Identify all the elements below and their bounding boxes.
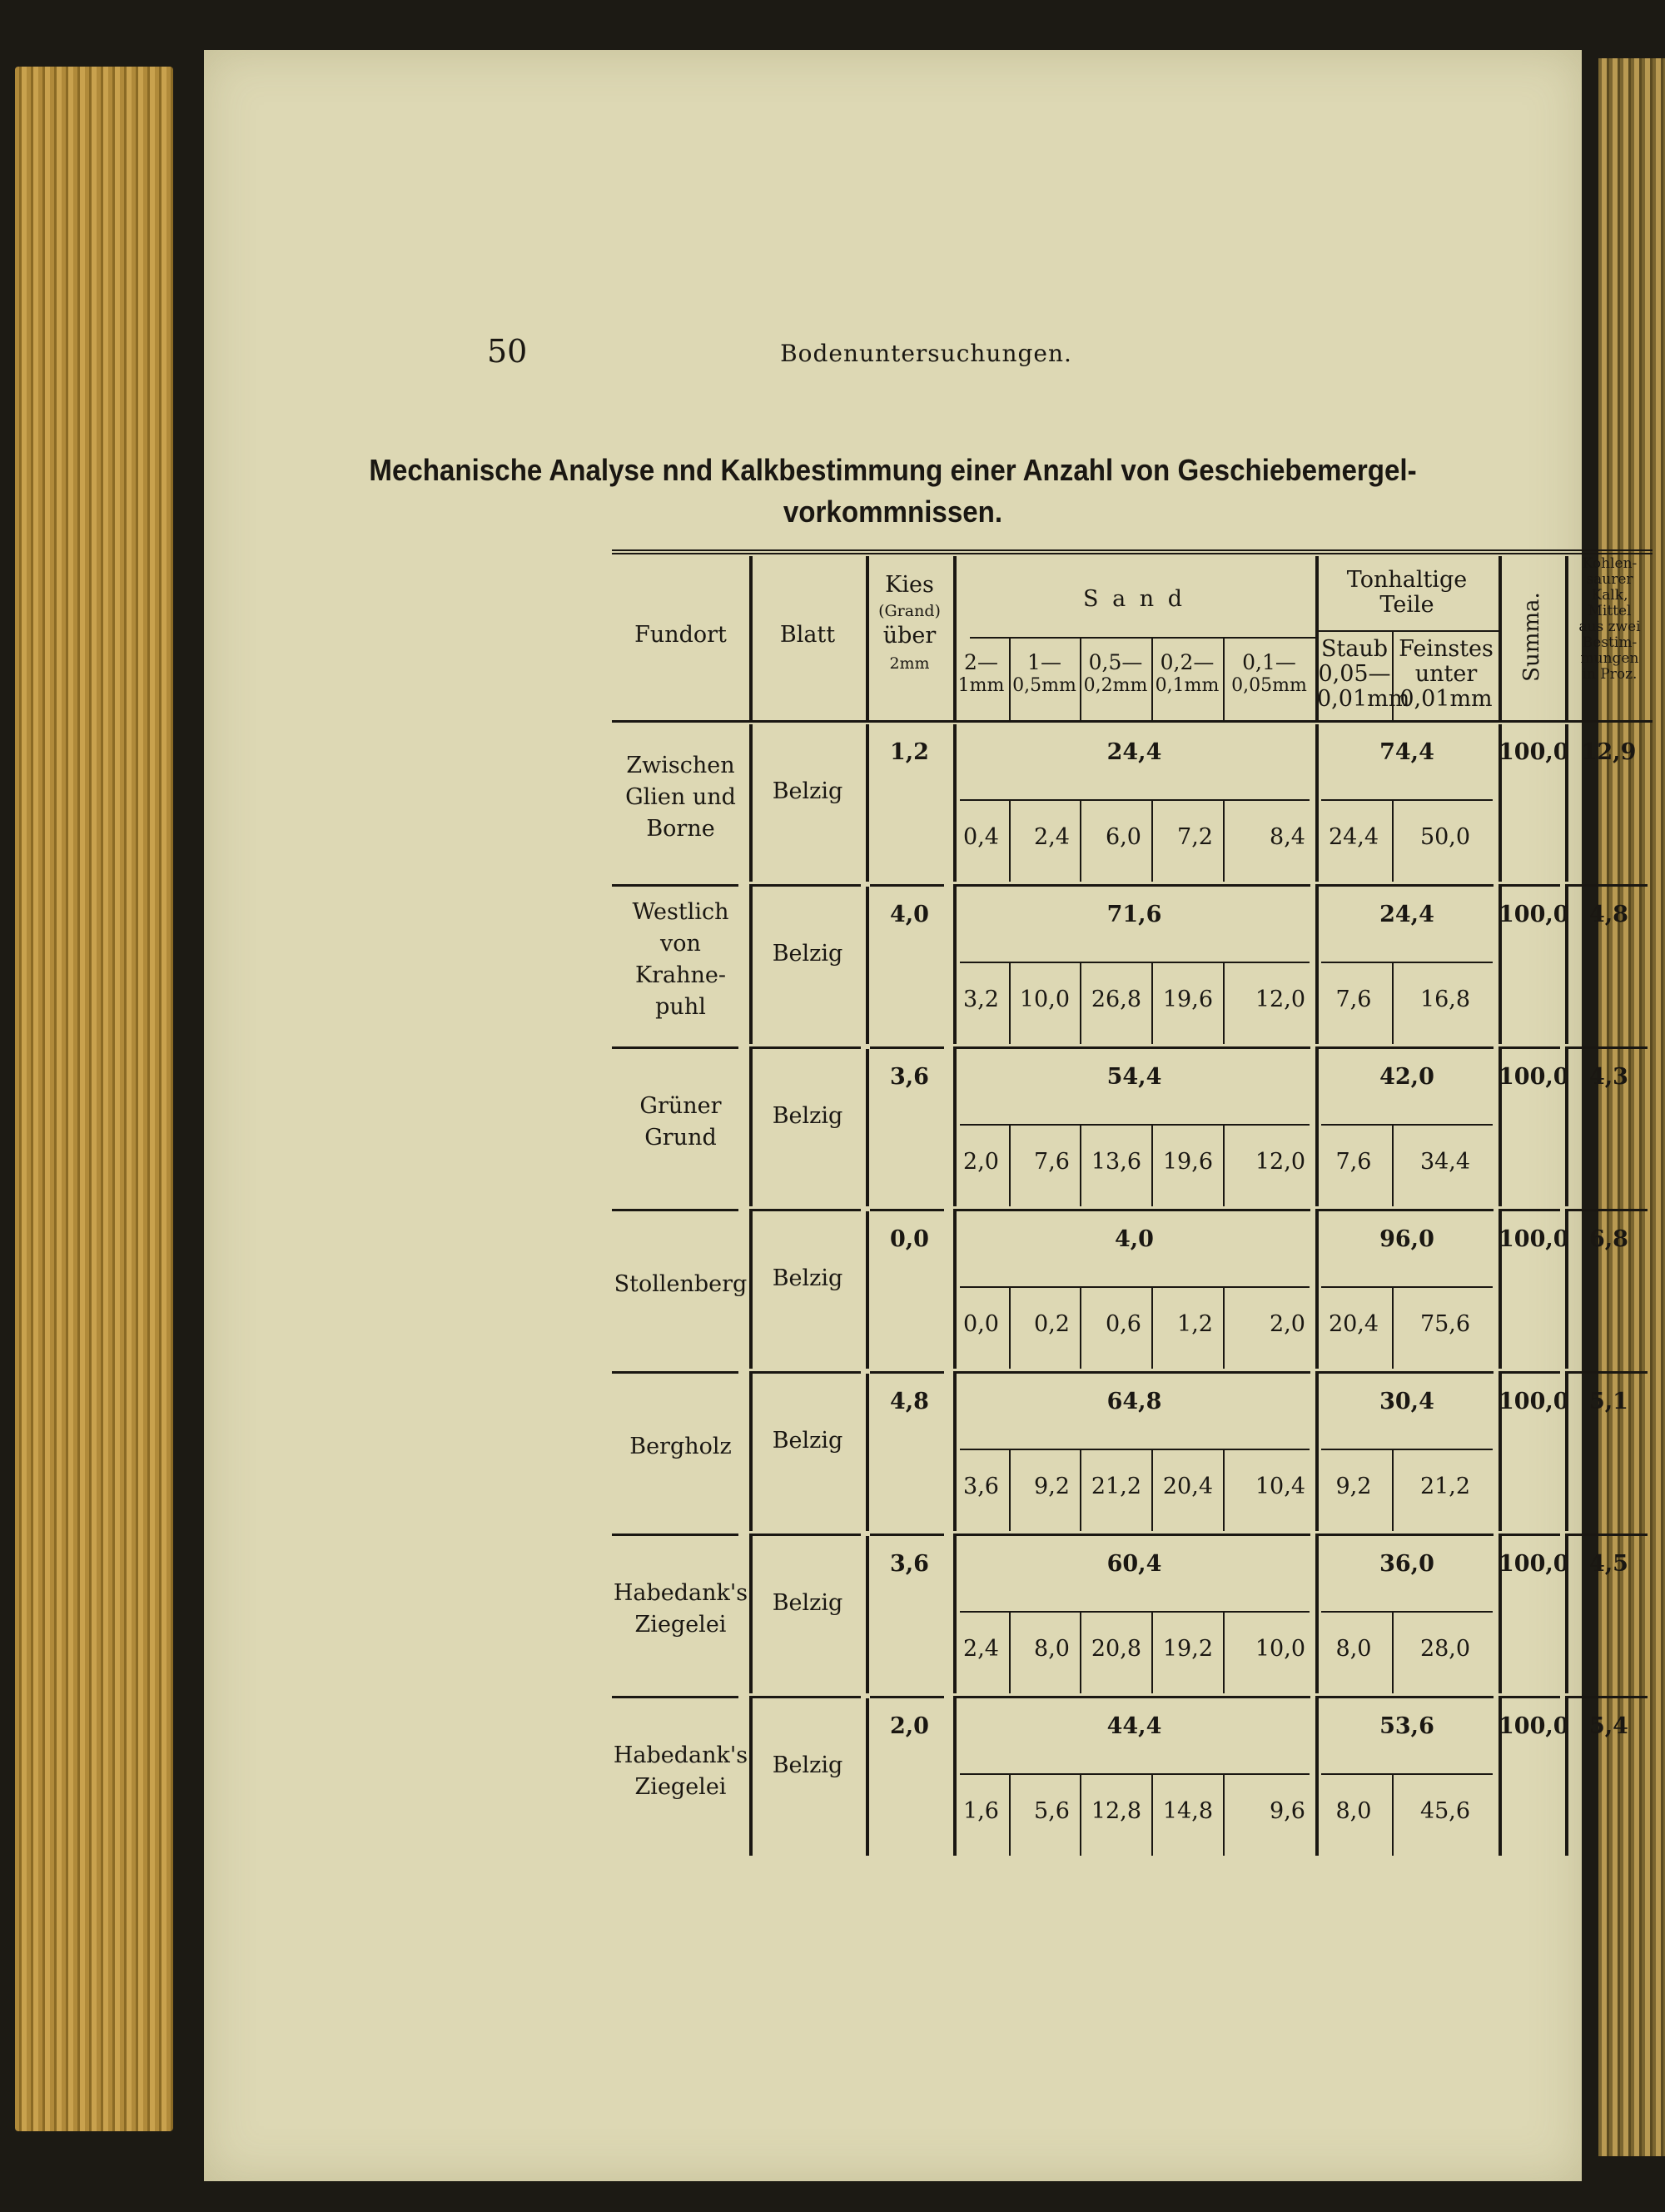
fundort-cell: Bergholz — [629, 1433, 732, 1459]
staub-cell: 7,6 — [1335, 987, 1372, 1012]
summa-cell: 100,0 — [1498, 739, 1569, 765]
sand-fraction-cell: 7,6 — [1034, 1149, 1070, 1175]
fundort-cell: Westlich von Krahne- puhl — [632, 898, 729, 1020]
header-tonhaltige: Tonhaltige Teile — [1346, 567, 1468, 618]
sand-fraction-cell: 26,8 — [1091, 987, 1141, 1012]
header-sand-col: 0,1— 0,05mm — [1231, 650, 1307, 696]
sand-fraction-cell: 10,0 — [1255, 1636, 1305, 1662]
page-header — [204, 333, 1582, 375]
blatt-cell: Belzig — [772, 778, 843, 804]
summa-cell: 100,0 — [1498, 1064, 1569, 1090]
kalk-cell: 12,9 — [1581, 739, 1637, 765]
fundort-cell: Habedank's Ziegelei — [613, 1579, 748, 1638]
sand-fraction-cell: 9,2 — [1034, 1474, 1070, 1499]
feinstes-cell: 45,6 — [1419, 1798, 1471, 1824]
sand-fraction-cell: 6,0 — [1106, 824, 1141, 850]
book-page — [204, 50, 1641, 2181]
sand-fraction-cell: 20,4 — [1162, 1474, 1213, 1499]
kies-cell: 2,0 — [890, 1713, 929, 1739]
kies-cell: 4,0 — [890, 902, 929, 927]
feinstes-cell: 28,0 — [1419, 1636, 1471, 1662]
sand-total-cell: 4,0 — [1115, 1226, 1154, 1252]
header-fundort: Fundort — [634, 622, 727, 648]
sand-fraction-cell: 2,0 — [963, 1149, 999, 1175]
table-title — [259, 450, 1527, 533]
sand-fraction-cell: 21,2 — [1091, 1474, 1141, 1499]
kies-cell: 3,6 — [890, 1551, 929, 1577]
ton-total-cell: 74,4 — [1379, 739, 1434, 765]
kalk-cell: 5,1 — [1589, 1389, 1628, 1414]
sand-fraction-cell: 0,4 — [963, 824, 999, 850]
header-kies: Kies (Grand) über 2mm — [878, 572, 941, 673]
header-feinstes: Feinstes unter 0,01mm — [1399, 636, 1494, 712]
sand-total-cell: 24,4 — [1106, 739, 1162, 765]
title-line-1: Mechanische Analyse nnd Kalkbestimmung einer Anzahl von Geschiebemergel- — [369, 453, 1417, 487]
staub-cell: 8,0 — [1335, 1798, 1372, 1824]
sand-fraction-cell: 2,0 — [1270, 1311, 1305, 1337]
title-line-2: vorkommnissen. — [783, 495, 1003, 529]
header-sand-col: 1— 0,5mm — [1012, 650, 1076, 696]
header-sand: S a n d — [1082, 586, 1185, 612]
feinstes-cell: 50,0 — [1419, 824, 1471, 850]
running-head: Bodenuntersuchungen. — [780, 340, 1072, 367]
sand-fraction-cell: 7,2 — [1177, 824, 1213, 850]
sand-total-cell: 54,4 — [1106, 1064, 1162, 1090]
sand-fraction-cell: 0,0 — [963, 1311, 999, 1337]
sand-fraction-cell: 12,0 — [1255, 987, 1305, 1012]
blatt-cell: Belzig — [772, 1590, 843, 1616]
sand-total-cell: 64,8 — [1106, 1389, 1162, 1414]
page-number: 50 — [487, 333, 528, 370]
blatt-cell: Belzig — [772, 1428, 843, 1454]
feinstes-cell: 16,8 — [1419, 987, 1471, 1012]
analysis-table — [612, 549, 1653, 1857]
summa-cell: 100,0 — [1498, 1389, 1569, 1414]
summa-cell: 100,0 — [1498, 902, 1569, 927]
ton-total-cell: 30,4 — [1379, 1389, 1434, 1414]
sand-fraction-cell: 19,6 — [1162, 1149, 1213, 1175]
header-staub: Staub 0,05— 0,01mm — [1317, 636, 1410, 712]
blatt-cell: Belzig — [772, 1265, 843, 1291]
sand-fraction-cell: 3,2 — [963, 987, 999, 1012]
ton-total-cell: 96,0 — [1379, 1226, 1434, 1252]
kies-cell: 3,6 — [890, 1064, 929, 1090]
kalk-cell: 4,5 — [1589, 1551, 1628, 1577]
feinstes-cell: 21,2 — [1419, 1474, 1471, 1499]
staub-cell: 20,4 — [1328, 1311, 1379, 1337]
header-sand-col: 0,5— 0,2mm — [1083, 650, 1148, 696]
kalk-cell: 4,3 — [1589, 1064, 1628, 1090]
sand-fraction-cell: 14,8 — [1162, 1798, 1213, 1824]
ton-total-cell: 42,0 — [1379, 1064, 1434, 1090]
sand-fraction-cell: 19,2 — [1162, 1636, 1213, 1662]
sand-fraction-cell: 20,8 — [1091, 1636, 1141, 1662]
sand-fraction-cell: 2,4 — [1034, 824, 1070, 850]
blatt-cell: Belzig — [772, 941, 843, 967]
header-kalk: Kohlen- saurer Kalk, Mittel aus zwei Bestim- mungen in Proz. — [1578, 555, 1641, 683]
kalk-cell: 6,8 — [1589, 1226, 1628, 1252]
summa-cell: 100,0 — [1498, 1713, 1569, 1739]
kalk-cell: 5,4 — [1589, 1713, 1628, 1739]
sand-fraction-cell: 8,4 — [1270, 824, 1305, 850]
summa-cell: 100,0 — [1498, 1551, 1569, 1577]
ton-total-cell: 36,0 — [1379, 1551, 1434, 1577]
summa-cell: 100,0 — [1498, 1226, 1569, 1252]
feinstes-cell: 34,4 — [1419, 1149, 1471, 1175]
kalk-cell: 4,8 — [1589, 902, 1628, 927]
header-sand-col: 2— 1mm — [957, 650, 1005, 696]
ton-total-cell: 53,6 — [1379, 1713, 1434, 1739]
staub-cell: 7,6 — [1335, 1149, 1372, 1175]
fundort-cell: Zwischen Glien und Borne — [625, 752, 736, 842]
kies-cell: 1,2 — [890, 739, 929, 765]
feinstes-cell: 75,6 — [1419, 1311, 1471, 1337]
sand-fraction-cell: 12,8 — [1091, 1798, 1141, 1824]
sand-fraction-cell: 10,4 — [1255, 1474, 1305, 1499]
sand-fraction-cell: 9,6 — [1270, 1798, 1305, 1824]
staub-cell: 9,2 — [1335, 1474, 1372, 1499]
sand-fraction-cell: 1,6 — [963, 1798, 999, 1824]
sand-fraction-cell: 3,6 — [963, 1474, 999, 1499]
fundort-cell: Habedank's Ziegelei — [613, 1742, 748, 1800]
kies-cell: 4,8 — [890, 1389, 929, 1414]
staub-cell: 8,0 — [1335, 1636, 1372, 1662]
staub-cell: 24,4 — [1328, 824, 1379, 850]
blatt-cell: Belzig — [772, 1752, 843, 1778]
kies-cell: 0,0 — [890, 1226, 929, 1252]
header-blatt: Blatt — [779, 622, 836, 648]
sand-fraction-cell: 1,2 — [1177, 1311, 1213, 1337]
sand-total-cell: 60,4 — [1106, 1551, 1162, 1577]
sand-fraction-cell: 19,6 — [1162, 987, 1213, 1012]
sand-fraction-cell: 0,6 — [1106, 1311, 1141, 1337]
sand-fraction-cell: 5,6 — [1034, 1798, 1070, 1824]
sand-fraction-cell: 10,0 — [1019, 987, 1070, 1012]
blatt-cell: Belzig — [772, 1103, 843, 1129]
ton-total-cell: 24,4 — [1379, 902, 1434, 927]
book-page-edges — [15, 67, 173, 2131]
sand-total-cell: 71,6 — [1106, 902, 1162, 927]
header-sand-col: 0,2— 0,1mm — [1155, 650, 1220, 696]
sand-fraction-cell: 8,0 — [1034, 1636, 1070, 1662]
fundort-cell: Grüner Grund — [639, 1092, 722, 1151]
sand-fraction-cell: 13,6 — [1091, 1149, 1141, 1175]
sand-fraction-cell: 2,4 — [963, 1636, 999, 1662]
header-summa: Summa. — [1519, 592, 1544, 682]
sand-total-cell: 44,4 — [1106, 1713, 1162, 1739]
fundort-cell: Stollenberg — [614, 1270, 748, 1297]
sand-fraction-cell: 12,0 — [1255, 1149, 1305, 1175]
sand-fraction-cell: 0,2 — [1034, 1311, 1070, 1337]
